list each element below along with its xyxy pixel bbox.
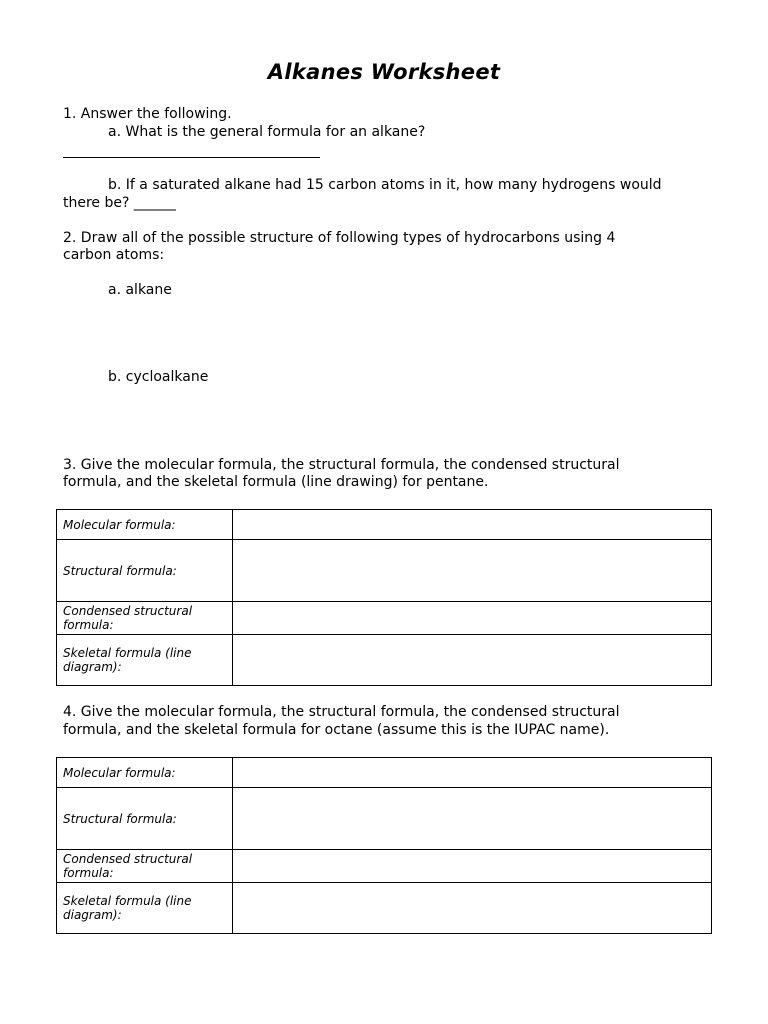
condensed-formula-answer-cell[interactable] bbox=[233, 850, 712, 883]
question-3-text-line2: formula, and the skeletal formula (line drawing) for pentane. bbox=[63, 474, 489, 490]
skeletal-label-line2: diagram): bbox=[63, 660, 122, 674]
molecular-formula-answer-cell[interactable] bbox=[233, 758, 712, 788]
skeletal-label-line2: diagram): bbox=[63, 908, 122, 922]
molecular-formula-label: Molecular formula: bbox=[57, 758, 233, 788]
table-row bbox=[57, 850, 712, 883]
question-2-text-line2: carbon atoms: bbox=[63, 247, 165, 263]
octane-formula-table bbox=[56, 757, 712, 934]
question-4-text-line2: formula, and the skeletal formula for octane (assume this is the IUPAC name). bbox=[63, 722, 610, 738]
condensed-label-line2: formula: bbox=[63, 618, 114, 632]
structural-formula-label: Structural formula: bbox=[57, 788, 233, 850]
structural-formula-answer-cell[interactable] bbox=[233, 788, 712, 850]
structural-formula-label: Structural formula: bbox=[57, 540, 233, 602]
table-row bbox=[57, 788, 712, 850]
condensed-label-line1: Condensed structural bbox=[63, 852, 193, 866]
answer-line-1a bbox=[63, 157, 320, 158]
condensed-formula-answer-cell[interactable] bbox=[233, 602, 712, 635]
skeletal-formula-answer-cell[interactable] bbox=[233, 635, 712, 686]
skeletal-label-line1: Skeletal formula (line bbox=[63, 646, 192, 660]
skeletal-formula-label bbox=[57, 635, 233, 686]
skeletal-label-line1: Skeletal formula (line bbox=[63, 894, 192, 908]
table-row bbox=[57, 883, 712, 934]
table-row bbox=[57, 758, 712, 788]
condensed-formula-label bbox=[57, 602, 233, 635]
question-2a-text: a. alkane bbox=[108, 282, 172, 298]
skeletal-formula-answer-cell[interactable] bbox=[233, 883, 712, 934]
condensed-label-line1: Condensed structural bbox=[63, 604, 193, 618]
question-1b-text-line1: b. If a saturated alkane had 15 carbon atoms in it, how many hydrogens would bbox=[108, 177, 662, 193]
table-row bbox=[57, 635, 712, 686]
question-1b-text-line2: there be? ______ bbox=[63, 195, 176, 211]
question-3-text-line1: 3. Give the molecular formula, the structural formula, the condensed structural bbox=[63, 457, 620, 473]
condensed-formula-label bbox=[57, 850, 233, 883]
table-row bbox=[57, 602, 712, 635]
table-row bbox=[57, 510, 712, 540]
table-row bbox=[57, 540, 712, 602]
condensed-label-line2: formula: bbox=[63, 866, 114, 880]
structural-formula-answer-cell[interactable] bbox=[233, 540, 712, 602]
question-2b-text: b. cycloalkane bbox=[108, 369, 209, 385]
page-title: Alkanes Worksheet bbox=[267, 60, 501, 84]
molecular-formula-label: Molecular formula: bbox=[57, 510, 233, 540]
molecular-formula-answer-cell[interactable] bbox=[233, 510, 712, 540]
question-2-text-line1: 2. Draw all of the possible structure of following types of hydrocarbons using 4 bbox=[63, 230, 616, 246]
question-1a-text: a. What is the general formula for an alkane? bbox=[108, 124, 426, 140]
question-4-text-line1: 4. Give the molecular formula, the structural formula, the condensed structural bbox=[63, 704, 620, 720]
pentane-formula-table bbox=[56, 509, 712, 686]
question-1-prompt: 1. Answer the following. bbox=[63, 106, 232, 122]
skeletal-formula-label bbox=[57, 883, 233, 934]
